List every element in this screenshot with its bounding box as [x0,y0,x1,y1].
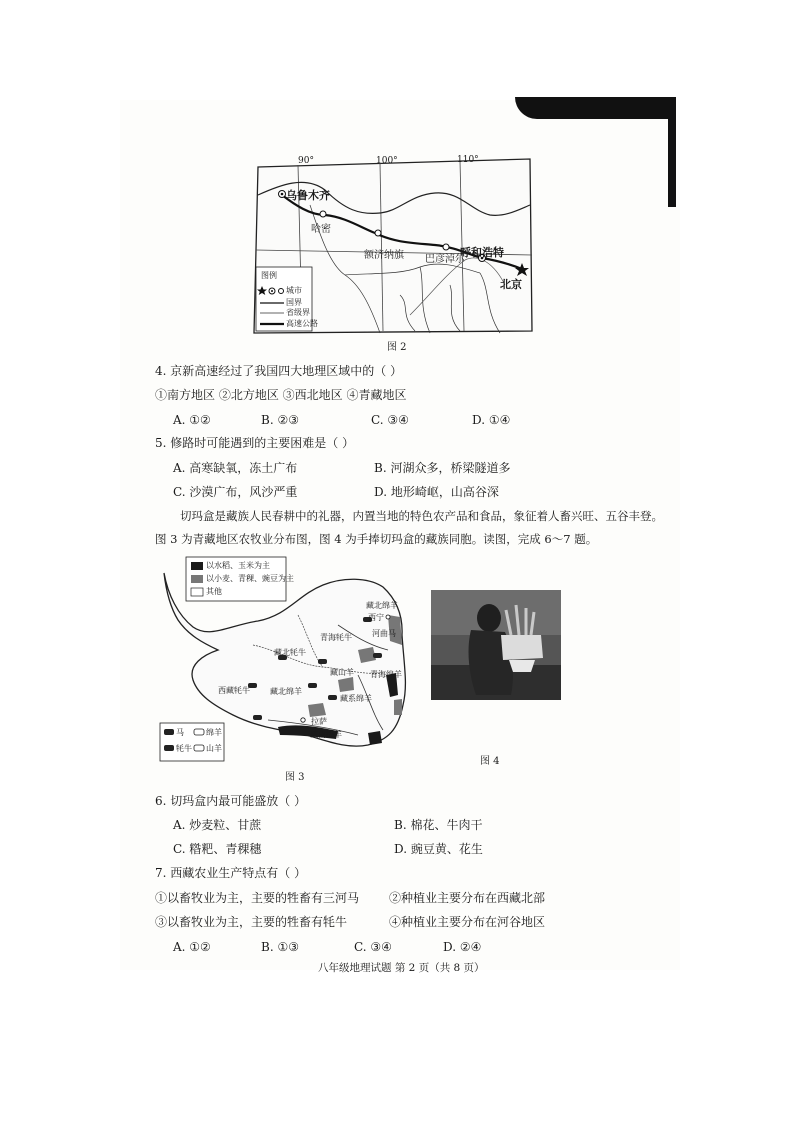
map3-label-7: 藏北绵羊 [270,687,302,696]
q5-option-c[interactable]: C. 沙漠广布，风沙严重 [173,485,298,499]
map3-label-3: 藏北牦牛 [274,648,306,657]
map3-legend-sheep: 绵羊 [206,728,222,737]
q4-option-d[interactable]: D. ①④ [472,413,511,427]
map2-city-hohhot: 呼和浩特 [460,246,504,259]
q5-option-b[interactable]: B. 河湖众多，桥梁隧道多 [374,461,511,475]
passage-line-1: 切玛盒是藏族人民春耕中的礼器，内置当地的特色农产品和食品，象征着人畜兴旺、五谷丰登。 [180,509,663,523]
map2-city-urumqi: 乌鲁木齐 [286,189,330,202]
q4-option-c[interactable]: C. ③④ [371,413,409,427]
map3-label-12: 西宁 [368,613,384,622]
figure-4-caption: 图 4 [480,756,500,767]
q5-stem: 5. 修路时可能遇到的主要困难是（ ） [155,436,355,450]
figure-2-caption: 图 2 [387,342,407,353]
q5-option-d[interactable]: D. 地形崎岖，山高谷深 [374,485,499,499]
map3-legend-yak: 牦牛 [176,744,192,753]
map2-legend-title: 图例 [261,271,277,280]
map3-label-2: 青海牦牛 [320,633,352,642]
map3-label-8: 藏系绵羊 [340,694,372,703]
q6-option-d[interactable]: D. 豌豆黄、花生 [394,842,483,856]
map3-label-11: 河曲马 [372,629,396,638]
q6-stem: 6. 切玛盒内最可能盛放（ ） [155,794,307,808]
scan-shadow [515,97,675,119]
q7-statement-3: ③以畜牧业为主，主要的牲畜有牦牛 [155,915,348,929]
map2-city-bayannur: 巴彦淖尔 [425,254,465,265]
q7-stem: 7. 西藏农业生产特点有（ ） [155,866,307,880]
map3-legend-horse: 马 [176,728,184,737]
q7-statement-1: ①以畜牧业为主，主要的牲畜有三河马 [155,891,360,905]
q4-option-b[interactable]: B. ②③ [261,413,299,427]
q4-stem: 4. 京新高速经过了我国四大地理区域中的（ ） [155,364,403,378]
map2-city-hami: 哈密 [311,224,331,235]
map3-label-10: 藏南绵羊 [310,730,342,739]
map3-legend-wheat: 以小麦、青稞、豌豆为主 [206,574,294,583]
q4-option-a[interactable]: A. ①② [173,413,211,427]
map3-label-9: 拉萨 [311,717,327,726]
figure-3-caption: 图 3 [285,772,305,783]
q5-option-a[interactable]: A. 高寒缺氧，冻土广布 [173,461,298,475]
q7-option-c[interactable]: C. ③④ [354,940,392,954]
q7-option-d[interactable]: D. ②④ [443,940,482,954]
map2-city-ejina: 额济纳旗 [364,250,404,261]
map3-legend-rice: 以水稻、玉米为主 [206,561,270,570]
q7-option-b[interactable]: B. ①③ [261,940,299,954]
map2-city-beijing: 北京 [500,278,522,291]
map3-label-5: 青海绵羊 [370,670,402,679]
map2-legend-city: 城市 [286,286,302,295]
q7-option-a[interactable]: A. ①② [173,940,211,954]
page-footer: 八年级地理试题 第 2 页（共 8 页） [318,962,485,974]
scan-shadow-edge [668,97,676,207]
figure-3-map [158,555,420,765]
passage-line-2: 图 3 为青藏地区农牧业分布图，图 4 为手捧切玛盒的藏族同胞。读图，完成 6～7 题。 [155,532,598,546]
q6-option-c[interactable]: C. 糌粑、青稞穗 [173,842,262,856]
map2-deg-100: 100° [376,156,398,166]
map3-legend-goat: 山羊 [206,744,222,753]
map2-deg-110: 110° [457,155,479,165]
map2-legend-border: 国界 [286,298,302,307]
map3-label-6: 西藏牦牛 [218,686,250,695]
map2-legend-highway: 高速公路 [286,319,318,328]
q6-option-a[interactable]: A. 炒麦粒、甘蔗 [173,818,262,832]
q7-statement-4: ④种植业主要分布在河谷地区 [389,915,546,929]
map3-legend-other: 其他 [206,587,222,596]
map2-deg-90: 90° [298,156,314,166]
q6-option-b[interactable]: B. 棉花、牛肉干 [394,818,483,832]
q4-statements: ①南方地区 ②北方地区 ③西北地区 ④青藏地区 [155,388,407,402]
q7-statement-2: ②种植业主要分布在西藏北部 [389,891,546,905]
map3-label-1: 藏北绵羊 [366,601,398,610]
figure-4-photo [431,590,561,700]
map3-label-4: 藏山羊 [330,668,354,677]
map2-legend-prov: 省级界 [286,308,310,317]
